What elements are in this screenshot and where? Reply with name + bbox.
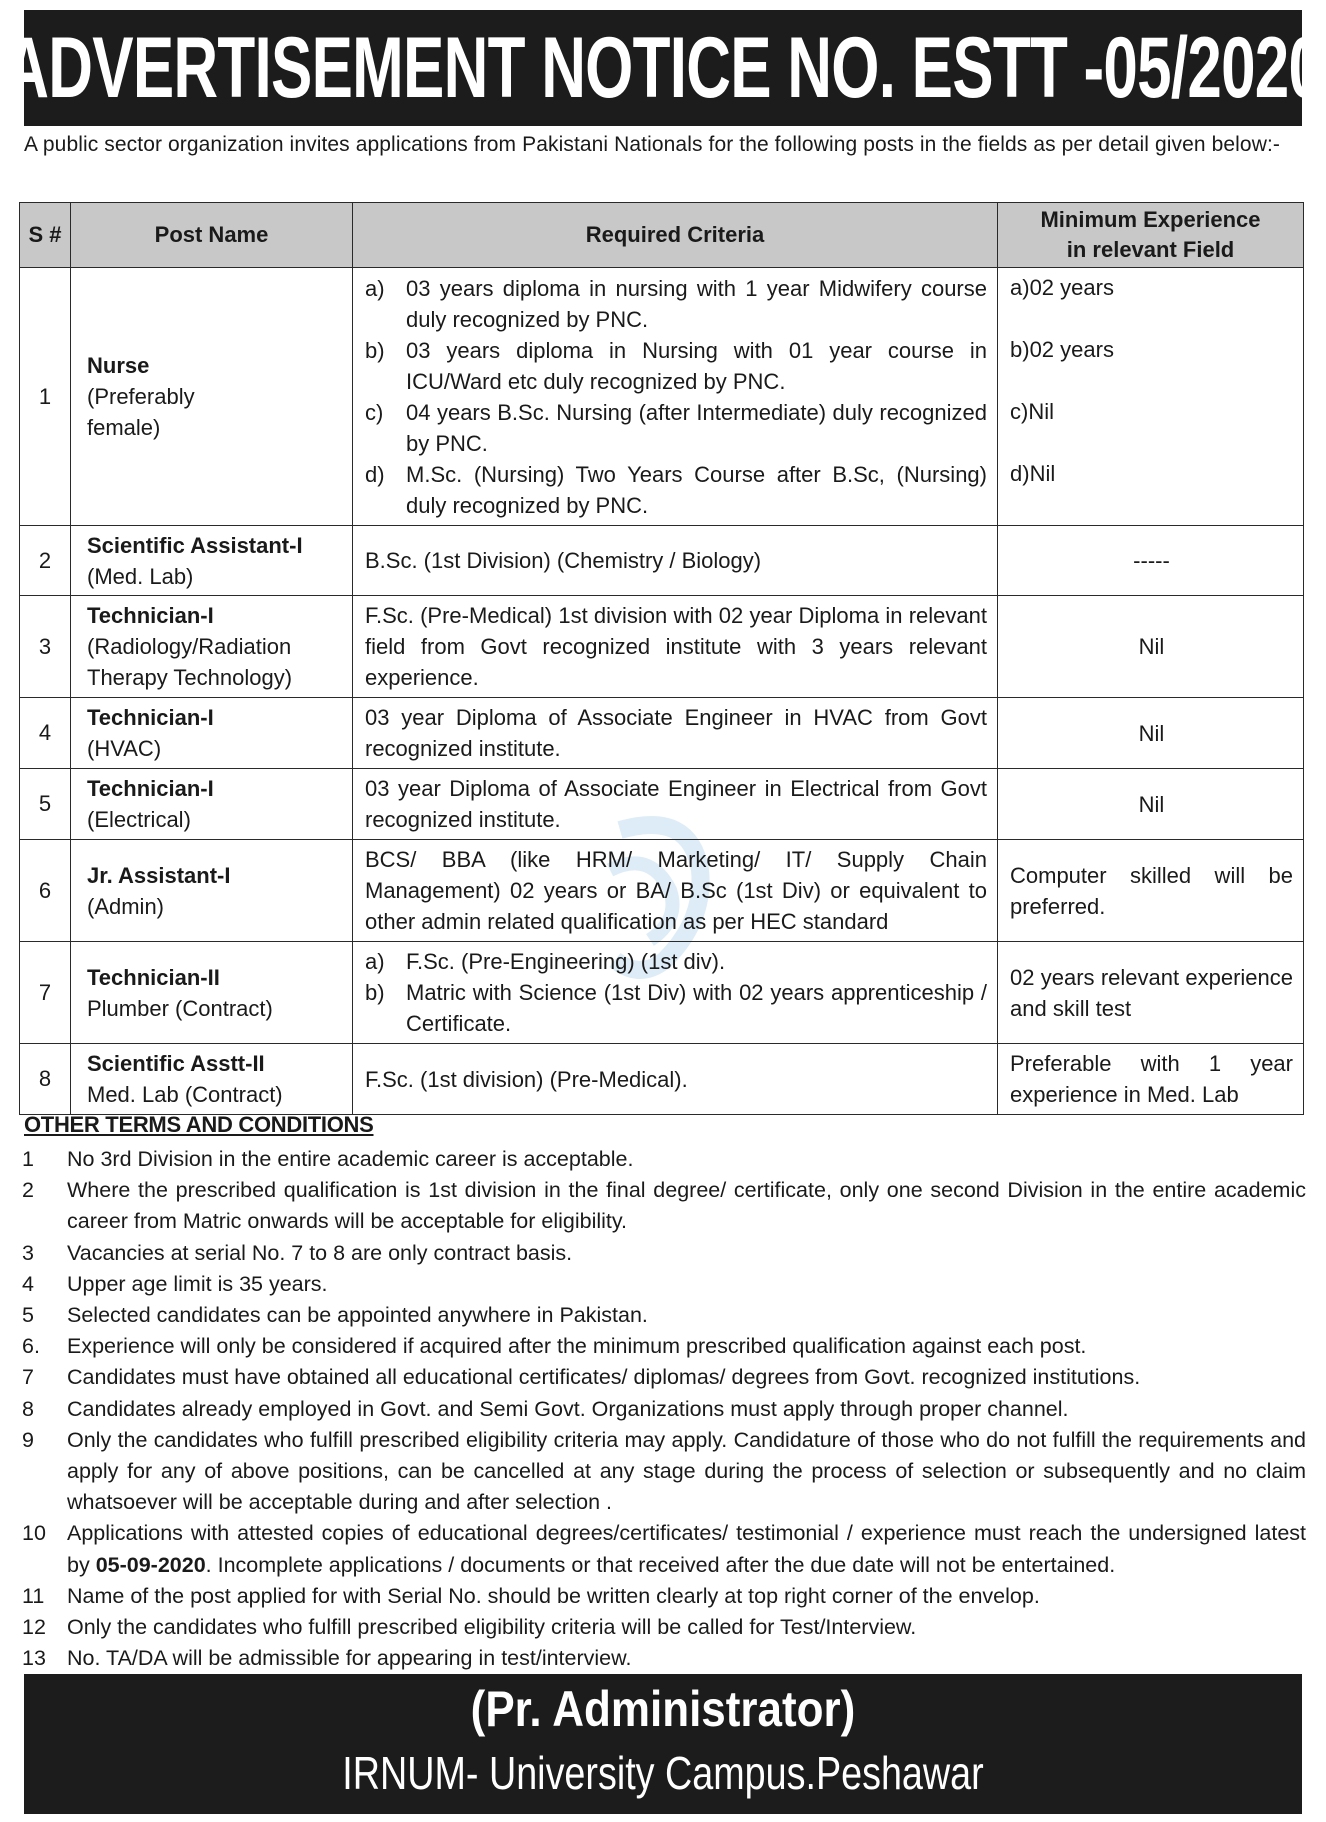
term-number: 4: [22, 1271, 34, 1296]
terms-title: OTHER TERMS AND CONDITIONS: [24, 1112, 374, 1137]
list-item: [22, 1175, 1306, 1237]
intro-text: A public sector organization invites applications from Pakistani Nationals for the following posts in the fields as per detail given below:-: [24, 133, 1280, 156]
criteria-text: 03 years diploma in nursing with 1 year Midwifery course duly recognized by PNC.: [406, 275, 987, 332]
post-subtitle: Plumber (Contract): [87, 995, 273, 1021]
row-criteria: F.Sc. (1st division) (Pre-Medical).: [353, 1044, 998, 1115]
post-name: Nurse: [87, 353, 150, 378]
list-item: [22, 1394, 1306, 1425]
criteria-label: b): [365, 337, 385, 363]
post-subtitle: (Admin): [87, 893, 165, 919]
organization-address: IRNUM- University Campus.Peshawar: [342, 1747, 984, 1799]
criteria-item: [365, 335, 987, 397]
criteria-item: [365, 977, 987, 1039]
table-header-row: [20, 203, 1304, 268]
term-number: 7: [22, 1365, 34, 1390]
row-experience: -----: [998, 526, 1304, 596]
experience-item: [1010, 396, 1293, 458]
post-subtitle: (Radiology/Radiation: [87, 634, 292, 659]
experience-item: [1010, 334, 1293, 396]
list-item: [22, 1238, 1306, 1269]
row-serial: 2: [20, 526, 71, 596]
row-criteria: 03 year Diploma of Associate Engineer in Electrical from Govt recognized institute.: [353, 769, 998, 840]
experience-item: [1010, 458, 1293, 489]
row-experience: Nil: [998, 698, 1304, 769]
term-text: Only the candidates who fulfill prescribed eligibility criteria will be called for Test/Interview.: [67, 1615, 917, 1640]
post-name: Jr. Assistant-I: [87, 862, 231, 888]
table-row: [20, 840, 1304, 942]
header-required-criteria: Required Criteria: [353, 203, 998, 268]
row-experience: [998, 268, 1304, 526]
term-text: Candidates must have obtained all educational certificates/ diplomas/ degrees from Govt. recognized institutions.: [67, 1365, 1141, 1390]
row-serial: 6: [20, 840, 71, 942]
row-experience: Computer skilled will be preferred.: [998, 840, 1304, 942]
term-number: 13: [22, 1646, 46, 1671]
term-number: 8: [22, 1396, 34, 1421]
term-text: Vacancies at serial No. 7 to 8 are only contract basis.: [67, 1240, 573, 1265]
experience-text: 02 years: [1029, 337, 1114, 362]
header-experience-line2: in relevant Field: [1066, 237, 1235, 262]
row-serial: 8: [20, 1044, 71, 1115]
list-item: [22, 1518, 1306, 1580]
term-text: No. TA/DA will be admissible for appearing in test/interview.: [67, 1646, 632, 1671]
criteria-text: 04 years B.Sc. Nursing (after Intermediate) duly recognized by PNC.: [406, 399, 987, 456]
term-number: 6.: [22, 1334, 40, 1359]
experience-label: c): [1010, 399, 1029, 424]
table-row: [20, 942, 1304, 1044]
row-criteria: BCS/ BBA (like HRM/ Marketing/ IT/ Supply Chain Management) 02 years or BA/ B.Sc (1st Div) or equivalent to other admin related qualification as per HEC standard: [353, 840, 998, 942]
term-number: 11: [22, 1583, 45, 1608]
term-number: 2: [22, 1178, 34, 1203]
terms-list: [22, 1144, 1306, 1674]
term-text-part: Applications with attested copies of educational degrees/certificates/ testimonial / experience must reach the undersigned latest by: [67, 1521, 1306, 1577]
post-subtitle: Med. Lab (Contract): [87, 1082, 283, 1107]
row-experience: Nil: [998, 596, 1304, 698]
post-subtitle: female): [87, 415, 161, 440]
criteria-label: b): [365, 980, 385, 1005]
term-text: No 3rd Division in the entire academic career is acceptable.: [67, 1147, 634, 1171]
table-row: [20, 769, 1304, 840]
term-number: 10: [22, 1521, 46, 1546]
criteria-item: [365, 397, 987, 459]
criteria-text: F.Sc. (Pre-Engineering) (1st div).: [406, 949, 726, 974]
experience-text: Nil: [1028, 399, 1054, 424]
list-item: [22, 1425, 1306, 1519]
header-banner: [4, 10, 1322, 126]
criteria-label: a): [365, 949, 385, 974]
row-post: [71, 596, 353, 698]
post-name: Technician-II: [87, 964, 220, 990]
post-subtitle: (Preferably: [87, 384, 195, 409]
list-item: [22, 1331, 1306, 1362]
term-text: Upper age limit is 35 years.: [67, 1271, 328, 1296]
row-post: [71, 942, 353, 1044]
term-text: [67, 1518, 1306, 1580]
term-number: 1: [22, 1147, 34, 1171]
list-item: [22, 1144, 1306, 1175]
row-post: [71, 526, 353, 596]
criteria-label: c): [365, 399, 384, 425]
header-serial: S #: [20, 203, 71, 268]
header-experience-line1: Minimum Experience: [1040, 207, 1261, 232]
term-text: Where the prescribed qualification is 1st division in the final degree/ certificate, only one second Division in the entire academic career from Matric onwards will be acceptable for eligibility.: [67, 1178, 1306, 1234]
row-serial: 4: [20, 698, 71, 769]
row-experience: 02 years relevant experience and skill test: [998, 942, 1304, 1044]
post-subtitle: Therapy Technology): [87, 665, 293, 690]
due-date: 05-09-2020: [95, 1552, 206, 1577]
term-text: Name of the post applied for with Serial No. should be written clearly at top right corner of the envelop.: [67, 1583, 1040, 1608]
term-text-part: . Incomplete applications / documents or that received after the due date will not be entertained.: [205, 1552, 1116, 1577]
experience-label: b): [1010, 337, 1030, 362]
row-post: [71, 769, 353, 840]
notice-title: ADVERTISEMENT NOTICE NO. ESTT -05/2020: [4, 19, 1322, 116]
criteria-item: [365, 273, 987, 335]
posts-table: [19, 202, 1304, 1115]
row-post: [71, 1044, 353, 1115]
experience-text: 02 years: [1029, 275, 1114, 300]
row-criteria: [353, 268, 998, 526]
row-serial: 7: [20, 942, 71, 1044]
criteria-text: M.Sc. (Nursing) Two Years Course after B.Sc, (Nursing) duly recognized by PNC.: [406, 461, 987, 518]
experience-item: [1010, 272, 1293, 334]
row-post: [71, 268, 353, 526]
row-serial: 1: [20, 268, 71, 526]
list-item: [22, 1362, 1306, 1393]
term-number: 9: [22, 1427, 34, 1452]
term-text: Only the candidates who fulfill prescribed eligibility criteria may apply. Candidature of those who do not fulfill the requirements and apply for any of above positions, can be cancelled at any stage during the process of selection or subsequently and no claim whatsoever will be acceptable during and after selection .: [67, 1427, 1306, 1515]
criteria-label: d): [365, 461, 385, 487]
list-item: [22, 1612, 1306, 1643]
row-post: [71, 698, 353, 769]
post-name: Scientific Assistant-I: [87, 532, 303, 558]
criteria-item: [365, 946, 987, 977]
term-text: Experience will only be considered if acquired after the minimum prescribed qualification against each post.: [67, 1334, 1087, 1359]
list-item: [22, 1581, 1306, 1612]
term-number: 5: [22, 1303, 34, 1328]
post-name: Technician-I: [87, 776, 214, 801]
criteria-text: 03 years diploma in Nursing with 01 year course in ICU/Ward etc duly recognized by PNC.: [406, 337, 987, 394]
row-serial: 3: [20, 596, 71, 698]
table-row: [20, 1044, 1304, 1115]
post-name: Technician-I: [87, 603, 214, 628]
row-criteria: [353, 942, 998, 1044]
list-item: [22, 1643, 1306, 1674]
post-subtitle: (Electrical): [87, 807, 191, 832]
table-row: [20, 596, 1304, 698]
row-experience: Preferable with 1 year experience in Med. Lab: [998, 1044, 1304, 1115]
list-item: [22, 1269, 1306, 1300]
row-criteria: F.Sc. (Pre-Medical) 1st division with 02 year Diploma in relevant field from Govt recognized institute with 3 years relevant experience.: [353, 596, 998, 698]
term-text: Selected candidates can be appointed anywhere in Pakistan.: [67, 1303, 648, 1328]
experience-text: Nil: [1029, 461, 1056, 486]
post-name: Scientific Asstt-II: [87, 1051, 265, 1076]
term-number: 12: [22, 1615, 46, 1640]
post-subtitle: (HVAC): [87, 736, 162, 761]
row-post: [71, 840, 353, 942]
term-number: 3: [22, 1240, 34, 1265]
post-name: Technician-I: [87, 705, 214, 730]
footer-banner: [24, 1674, 1302, 1814]
table-row: [20, 268, 1304, 526]
table-row: [20, 526, 1304, 596]
experience-label: a): [1010, 275, 1030, 300]
criteria-text: Matric with Science (1st Div) with 02 years apprenticeship / Certificate.: [406, 980, 987, 1036]
criteria-label: a): [365, 275, 385, 301]
post-subtitle: (Med. Lab): [87, 563, 194, 589]
term-text: Candidates already employed in Govt. and Semi Govt. Organizations must apply through proper channel.: [67, 1396, 1069, 1421]
list-item: [22, 1300, 1306, 1331]
row-criteria: B.Sc. (1st Division) (Chemistry / Biology): [353, 526, 998, 596]
header-post-name: Post Name: [71, 203, 353, 268]
row-experience: Nil: [998, 769, 1304, 840]
criteria-item: [365, 459, 987, 521]
table-row: [20, 698, 1304, 769]
header-minimum-experience: [998, 203, 1304, 268]
signatory-title: (Pr. Administrator): [470, 1681, 856, 1737]
experience-label: d): [1010, 461, 1030, 486]
row-serial: 5: [20, 769, 71, 840]
row-criteria: 03 year Diploma of Associate Engineer in HVAC from Govt recognized institute.: [353, 698, 998, 769]
